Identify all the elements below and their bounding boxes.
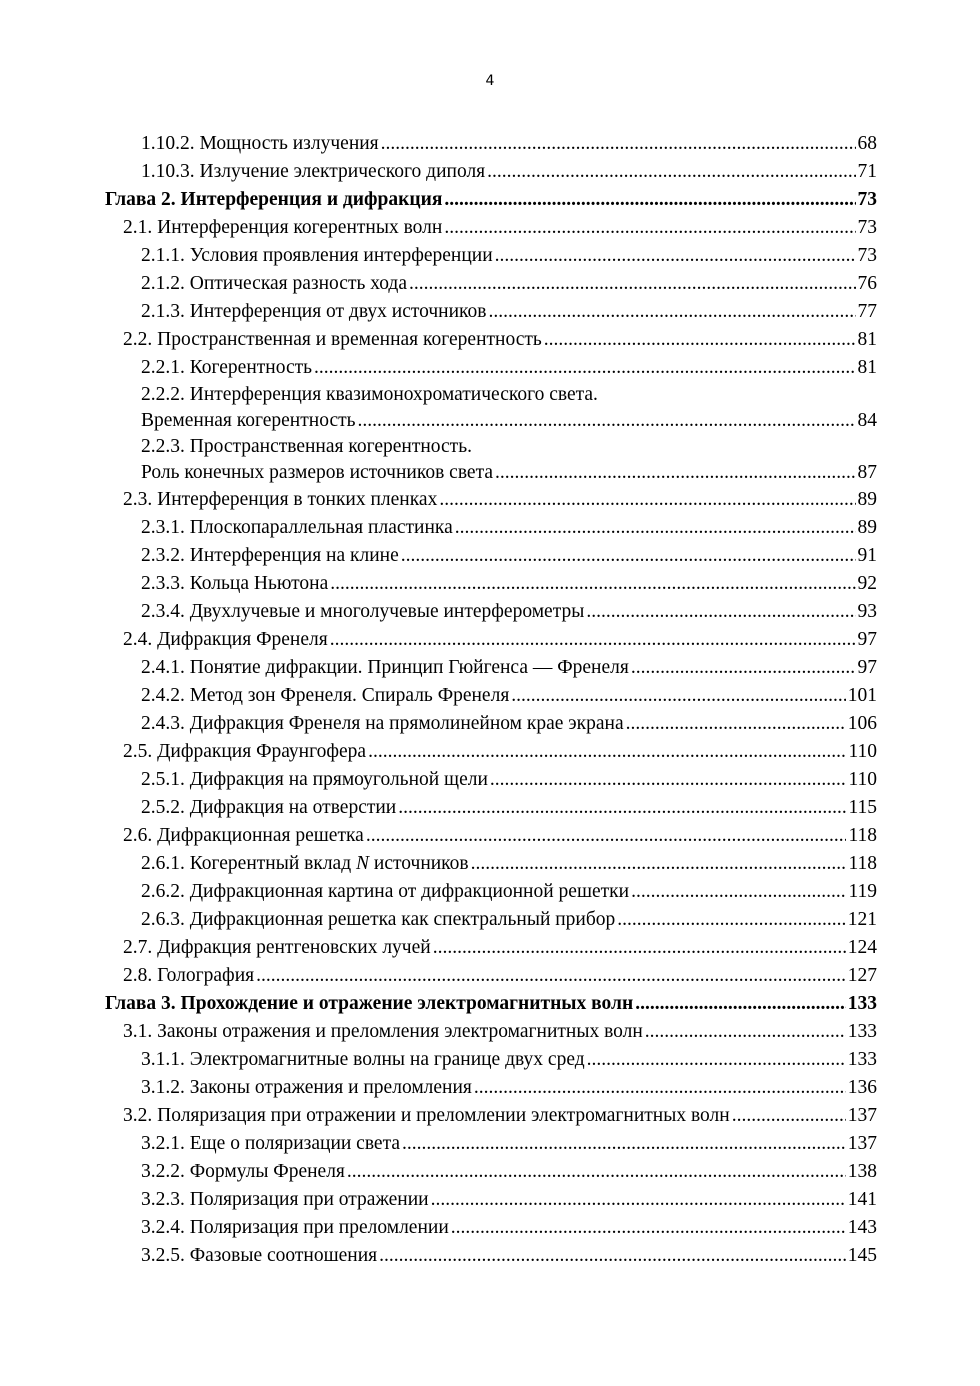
toc-page-number: 138: [847, 1161, 877, 1182]
toc-entry-title: 3.2.3. Поляризация при отражении: [141, 1189, 429, 1210]
toc-entry[interactable]: [105, 878, 877, 906]
toc-entry-title-line2: Временная когерентность: [141, 410, 356, 431]
toc-entry-title: 3.1.2. Законы отражения и преломления: [141, 1077, 472, 1098]
toc-page-number: 73: [857, 217, 877, 238]
dot-leader: [347, 1158, 846, 1186]
table-of-contents: [105, 130, 877, 1270]
toc-entry-title-line1: 2.2.2. Интерференция квазимонохроматического света.: [141, 384, 598, 405]
toc-page-number: 89: [857, 489, 877, 510]
toc-entry-title: 2.6. Дифракционная решетка: [123, 825, 364, 846]
toc-entry[interactable]: [105, 1102, 877, 1130]
toc-entry-title: [141, 850, 469, 878]
toc-page-number: 89: [857, 517, 877, 538]
toc-page-number: 110: [848, 741, 877, 762]
dot-leader: [487, 158, 855, 186]
toc-entry[interactable]: [105, 1046, 877, 1074]
toc-entry-title: 2.4. Дифракция Френеля: [123, 629, 328, 650]
toc-page-number: 124: [847, 937, 877, 958]
toc-chapter-entry[interactable]: [105, 990, 877, 1018]
dot-leader: [626, 710, 846, 738]
toc-entry-title: 2.5.2. Дифракция на отверстии: [141, 797, 397, 818]
dot-leader: [314, 354, 855, 382]
toc-entry[interactable]: [105, 326, 877, 354]
dot-leader: [256, 962, 846, 990]
toc-entry[interactable]: [105, 1018, 877, 1046]
dot-leader: [402, 1130, 846, 1158]
dot-leader: [330, 570, 855, 598]
toc-page-number: 145: [847, 1245, 877, 1266]
toc-entry[interactable]: [105, 242, 877, 270]
dot-leader: [366, 822, 847, 850]
toc-entry[interactable]: [105, 738, 877, 766]
toc-entry-title: 3.2.5. Фазовые соотношения: [141, 1245, 378, 1266]
toc-page-number: 136: [847, 1077, 877, 1098]
toc-entry-title: 2.6.2. Дифракционная картина от дифракционной решетки: [141, 881, 630, 902]
toc-page-number: 73: [857, 189, 877, 210]
toc-entry[interactable]: [105, 158, 877, 186]
toc-entry-title: 2.3. Интерференция в тонких пленках: [123, 489, 438, 510]
toc-page-number: 97: [857, 657, 877, 678]
toc-page-number: 73: [857, 245, 877, 266]
toc-page-number: 115: [848, 797, 877, 818]
toc-page-number: 101: [847, 685, 877, 706]
toc-page-number: 106: [847, 713, 877, 734]
dot-leader: [398, 794, 846, 822]
dot-leader: [732, 1102, 846, 1130]
toc-entry[interactable]: [105, 710, 877, 738]
dot-leader: [409, 270, 855, 298]
toc-entry-title: 3.2.4. Поляризация при преломлении: [141, 1217, 449, 1238]
dot-leader: [586, 598, 855, 626]
toc-entry-title: 2.1.2. Оптическая разность хода: [141, 273, 408, 294]
toc-entry-title: 2.3.4. Двухлучевые и многолучевые интерферометры: [141, 601, 585, 622]
dot-leader: [635, 990, 846, 1018]
toc-entry-title-line1: 2.2.3. Пространственная когерентность.: [141, 436, 472, 457]
dot-leader: [451, 1214, 846, 1242]
page-number: 4: [485, 73, 495, 89]
dot-leader: [379, 1242, 846, 1270]
dot-leader: [495, 242, 856, 270]
dot-leader: [439, 486, 855, 514]
toc-entry[interactable]: [105, 1242, 877, 1270]
toc-page-number: 110: [848, 769, 877, 790]
toc-page-number: 137: [847, 1105, 877, 1126]
dot-leader: [444, 214, 855, 242]
dot-leader: [433, 934, 846, 962]
toc-entry-title: 2.3.1. Плоскопараллельная пластинка: [141, 517, 453, 538]
toc-entry-title: 1.10.3. Излучение электрического диполя: [141, 161, 486, 182]
dot-leader: [471, 850, 847, 878]
dot-leader: [330, 626, 856, 654]
toc-page-number: 133: [847, 1049, 877, 1070]
toc-entry-title: 2.2.1. Когерентность: [141, 357, 313, 378]
dot-leader: [489, 298, 856, 326]
toc-entry-title: 2.1. Интерференция когерентных волн: [123, 217, 443, 238]
dot-leader: [495, 460, 856, 486]
toc-entry-title: Глава 3. Прохождение и отражение электромагнитных волн: [105, 993, 634, 1014]
toc-entry-title: Глава 2. Интерференция и дифракция: [105, 189, 443, 210]
toc-entry[interactable]: [105, 1214, 877, 1242]
toc-entry[interactable]: [105, 766, 877, 794]
toc-page-number: 93: [857, 601, 877, 622]
toc-entry[interactable]: [105, 486, 877, 514]
toc-page-number: 118: [848, 825, 877, 846]
toc-entry-title: 2.8. Голография: [123, 965, 255, 986]
toc-entry-title: 2.7. Дифракция рентгеновских лучей: [123, 937, 431, 958]
toc-entry[interactable]: [105, 214, 877, 242]
toc-entry[interactable]: [105, 1130, 877, 1158]
toc-entry[interactable]: [105, 962, 877, 990]
toc-entry[interactable]: [105, 654, 877, 682]
toc-entry[interactable]: [105, 130, 877, 158]
toc-page-number: 97: [857, 629, 877, 650]
toc-entry[interactable]: [105, 1158, 877, 1186]
toc-page-number: 143: [847, 1217, 877, 1238]
toc-entry-title: 3.1. Законы отражения и преломления электромагнитных волн: [123, 1021, 643, 1042]
toc-entry-title: 2.5. Дифракция Фраунгофера: [123, 741, 367, 762]
dot-leader: [645, 1018, 846, 1046]
dot-leader: [544, 326, 856, 354]
dot-leader: [358, 408, 856, 434]
toc-entry-title: 3.1.1. Электромагнитные волны на границе двух сред: [141, 1049, 585, 1070]
toc-entry[interactable]: [105, 570, 877, 598]
toc-entry-title: 3.2.1. Еще о поляризации света: [141, 1133, 401, 1154]
toc-page-number: 84: [857, 410, 877, 431]
toc-entry[interactable]: [105, 382, 877, 434]
toc-page-number: 133: [847, 993, 877, 1014]
toc-page-number: 68: [857, 133, 877, 154]
toc-page-number: 91: [857, 545, 877, 566]
toc-entry-title: 3.2. Поляризация при отражении и преломлении электромагнитных волн: [123, 1105, 730, 1126]
toc-entry-title: 1.10.2. Мощность излучения: [141, 133, 379, 154]
toc-page-number: 87: [857, 462, 877, 483]
toc-page-number: 137: [847, 1133, 877, 1154]
toc-entry[interactable]: [105, 434, 877, 486]
dot-leader: [617, 906, 845, 934]
dot-leader: [431, 1186, 846, 1214]
toc-entry-title: 2.5.1. Дифракция на прямоугольной щели: [141, 769, 488, 790]
dot-leader: [455, 514, 856, 542]
toc-entry[interactable]: [105, 1074, 877, 1102]
toc-entry-title-suffix: источников: [369, 853, 469, 874]
dot-leader: [631, 878, 846, 906]
toc-page-number: 71: [857, 161, 877, 182]
toc-entry[interactable]: [105, 514, 877, 542]
toc-entry-title-symbol: N: [356, 853, 370, 874]
toc-page-number: 77: [857, 301, 877, 322]
toc-entry-title: 2.3.2. Интерференция на клине: [141, 545, 399, 566]
toc-chapter-entry[interactable]: [105, 186, 877, 214]
toc-entry-title: 2.4.2. Метод зон Френеля. Спираль Френеля: [141, 685, 510, 706]
dot-leader: [474, 1074, 846, 1102]
toc-entry[interactable]: [105, 354, 877, 382]
toc-entry[interactable]: [105, 850, 877, 878]
toc-entry-title-line2: Роль конечных размеров источников света: [141, 462, 493, 483]
toc-entry[interactable]: [105, 822, 877, 850]
toc-entry-title: 2.3.3. Кольца Ньютона: [141, 573, 329, 594]
dot-leader: [444, 186, 855, 214]
toc-page-number: 127: [847, 965, 877, 986]
toc-page-number: 81: [857, 329, 877, 350]
toc-entry[interactable]: [105, 1186, 877, 1214]
toc-page-number: 121: [847, 909, 877, 930]
toc-entry-title: 3.2.2. Формулы Френеля: [141, 1161, 345, 1182]
toc-entry-title-prefix: 2.6.1. Когерентный вклад: [141, 853, 357, 874]
toc-page-number: 81: [857, 357, 877, 378]
dot-leader: [381, 130, 856, 158]
toc-entry-title: 2.4.1. Понятие дифракции. Принцип Гюйгенса — Френеля: [141, 657, 629, 678]
toc-page-number: 119: [848, 881, 877, 902]
toc-entry-title: 2.1.3. Интерференция от двух источников: [141, 301, 487, 322]
dot-leader: [401, 542, 856, 570]
dot-leader: [587, 1046, 846, 1074]
toc-entry[interactable]: [105, 542, 877, 570]
dot-leader: [631, 654, 856, 682]
dot-leader: [490, 766, 847, 794]
toc-entry[interactable]: [105, 906, 877, 934]
toc-entry-title: 2.4.3. Дифракция Френеля на прямолинейном крае экрана: [141, 713, 624, 734]
toc-entry-title: 2.1.1. Условия проявления интерференции: [141, 245, 493, 266]
toc-page-number: 76: [857, 273, 877, 294]
toc-entry[interactable]: [105, 270, 877, 298]
toc-entry-title: 2.6.3. Дифракционная решетка как спектральный прибор: [141, 909, 616, 930]
toc-page-number: 141: [847, 1189, 877, 1210]
toc-page-number: 133: [847, 1021, 877, 1042]
dot-leader: [368, 738, 846, 766]
toc-entry[interactable]: [105, 598, 877, 626]
dot-leader: [511, 682, 845, 710]
toc-entry[interactable]: [105, 682, 877, 710]
toc-entry-title: 2.2. Пространственная и временная когерентность: [123, 329, 542, 350]
toc-entry[interactable]: [105, 794, 877, 822]
toc-entry[interactable]: [105, 626, 877, 654]
toc-entry[interactable]: [105, 934, 877, 962]
toc-entry[interactable]: [105, 298, 877, 326]
toc-page-number: 118: [848, 853, 877, 874]
toc-page-number: 92: [857, 573, 877, 594]
